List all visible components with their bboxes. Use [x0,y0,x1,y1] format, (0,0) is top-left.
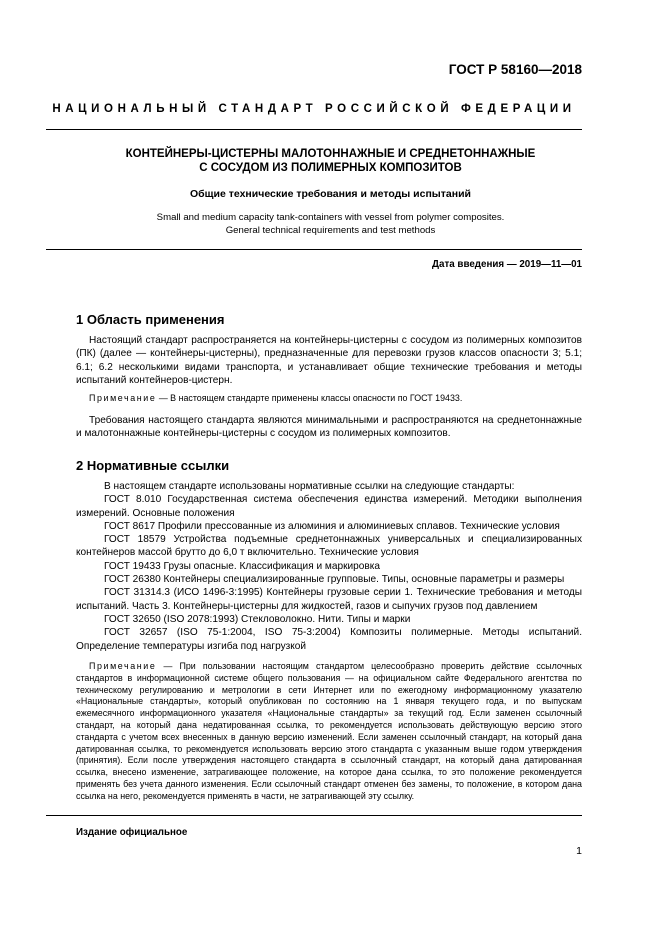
english-title-line-2: General technical requirements and test methods [225,224,436,236]
reference-item: ГОСТ 32657 (ISO 75-1:2004, ISO 75-3:2004) Композиты полимерные. Методы испытаний. Определение температуры изгиба под нагрузкой [76,627,582,652]
reference-item: ГОСТ 26380 Контейнеры специализированные групповые. Типы, основные параметры и размеры [104,574,565,586]
reference-item: ГОСТ 8617 Профили прессованные из алюминия и алюминиевых сплавов. Технические условия [104,520,560,532]
title-line-2: С СОСУДОМ ИЗ ПОЛИМЕРНЫХ КОМПОЗИТОВ [199,162,462,174]
document-subtitle: Общие технические требования и методы испытаний [190,188,471,200]
footer-divider [46,815,582,816]
note-label: Примечание [89,661,157,671]
note-text: — В настоящем стандарте применены классы опасности по ГОСТ 19433. [156,393,463,403]
introduction-date: Дата введения — 2019—11—01 [432,259,582,270]
reference-item: ГОСТ 8.010 Государственная система обеспечения единства измерений. Методики выполнения измерений. Основные положения [76,494,582,519]
page-number: 1 [576,845,582,857]
section-1-paragraph-1: Настоящий стандарт распространяется на контейнеры-цистерны с сосудом из полимерных композитов (ПК) (далее — контейнеры-цистерны), предназначенные для перевозки грузов классов опасности 3; 5.1; 6.1; 6.2 несколькими видами транспорта, и устанавливает общие технические требования и методы испытаний контейнеров-цистерн. [76,335,582,386]
section-1-note [76,393,582,405]
note-text: — При пользовании настоящим стандартом целесообразно проверить действие ссылочных стандартов в информационной системе общего пользования — на официальном сайте Федерального агентства по техническому регулированию и метрологии в сети Интернет или по ежегодному информационному указателю «Национальные стандарты», который опубликован по состоянию на 1 января текущего года, и по выпускам ежемесячного информационного указателя «Национальные стандарты» за текущий год. Если заменен ссылочный стандарт, на который дана недатированная ссылка, то рекомендуется использовать действующую версию этого стандарта с учетом всех внесенных в данную версию изменений. Если заменен ссылочный стандарт, на который дана датированная ссылка, то рекомендуется использовать версию этого стандарта с указанным выше годом утверждения (принятия). Если после утверждения настоящего стандарта в ссылочный стандарт, на который дана датированная ссылка, внесено изменение, затрагивающее положение, на которое дана ссылка, то это положение рекомендуется применять без учета данного изменения. Если ссылочный стандарт отменен без замены, то положение, в котором дана ссылка на него, рекомендуется применять в части, не затрагивающей эту ссылку. [76,661,582,801]
section-2-note [76,661,582,803]
official-edition: Издание официальное [76,827,188,838]
national-standard-heading: НАЦИОНАЛЬНЫЙ СТАНДАРТ РОССИЙСКОЙ ФЕДЕРАЦИИ [52,103,576,115]
document-title [46,147,615,175]
english-title-line-1: Small and medium capacity tank-containers with vessel from polymer composites. [156,212,505,223]
title-line-1: КОНТЕЙНЕРЫ-ЦИСТЕРНЫ МАЛОТОННАЖНЫЕ И СРЕДНЕТОННАЖНЫЕ [125,148,536,160]
note-label: Примечание [89,393,157,403]
top-divider [46,129,582,130]
references-intro: В настоящем стандарте использованы нормативные ссылки на следующие стандарты: [104,481,515,492]
reference-item: ГОСТ 18579 Устройства подъемные среднетоннажных универсальных и специализированных контейнеров массой брутто до 6,0 т включительно. Технические условия [76,534,582,559]
english-title [46,212,615,237]
reference-item: ГОСТ 32650 (ISO 2078:1993) Стекловолокно. Нити. Типы и марки [104,613,411,625]
section-1-heading: 1 Область применения [76,312,225,327]
normative-references [76,480,582,653]
reference-item: ГОСТ 31314.3 (ИСО 1496-3:1995) Контейнеры грузовые серии 1. Технические требования и методы испытаний. Часть 3. Контейнеры-цистерны для жидкостей, газов и сыпучих грузов под давлением [76,587,582,612]
section-2-heading: 2 Нормативные ссылки [76,458,230,473]
section-1-paragraph-2: Требования настоящего стандарта являются минимальными и распространяются на среднетоннажные и малотоннажные контейнеры-цистерны с сосудом из полимерных композитов. [76,415,582,440]
reference-item: ГОСТ 19433 Грузы опасные. Классификация и маркировка [104,560,380,572]
standard-code: ГОСТ Р 58160—2018 [448,62,582,77]
date-divider [46,249,582,250]
